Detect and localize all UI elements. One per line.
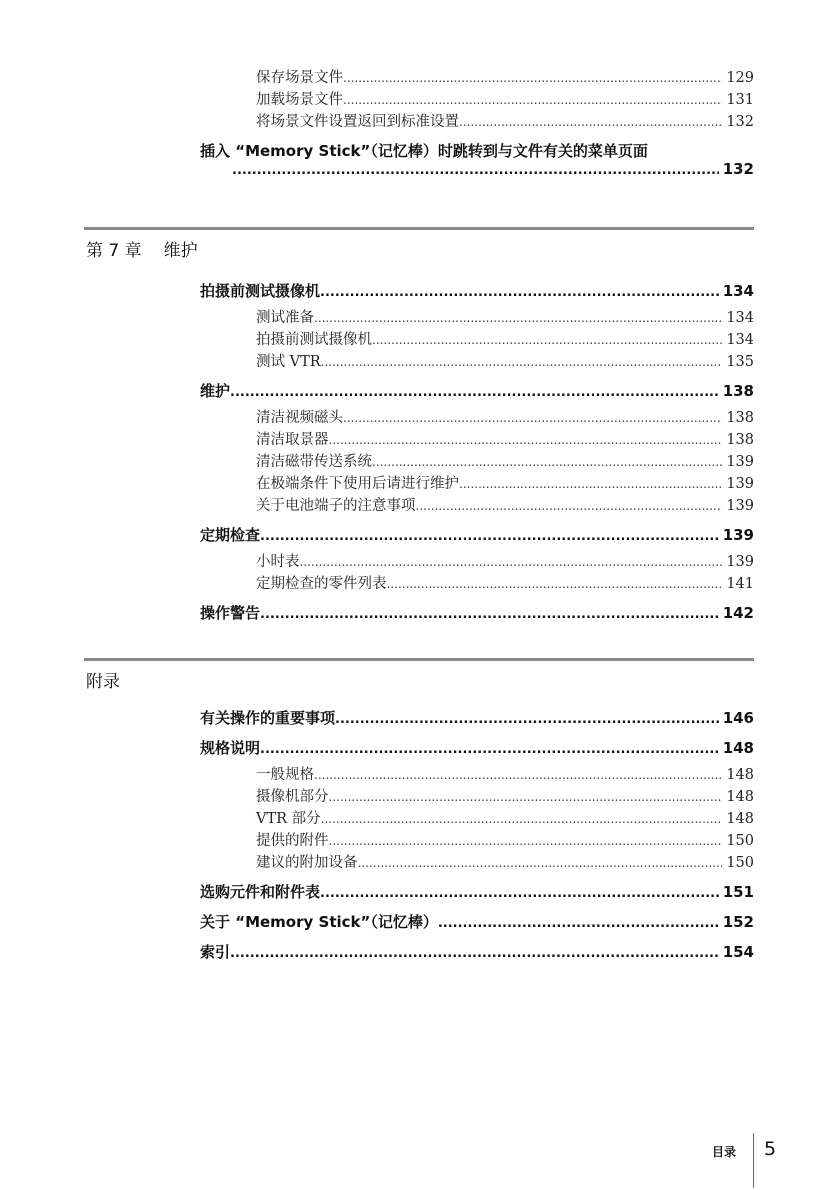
toc-entry[interactable] (232, 160, 754, 178)
leader-dots (329, 790, 723, 804)
leader-dots (260, 742, 719, 757)
entry-label: 保存场景文件 (256, 70, 343, 86)
entry-page: 148 (726, 767, 754, 783)
entry-page: 129 (726, 70, 754, 86)
entry-label: 规格说明 (200, 739, 261, 757)
leader-dots (232, 163, 719, 178)
entry-label: 加载场景文件 (256, 92, 343, 108)
entry-page: 139 (726, 554, 754, 570)
entry-page: 151 (722, 883, 754, 901)
entry-label: 小时表 (256, 554, 300, 570)
entry-page: 139 (722, 526, 754, 544)
entry-page: 141 (726, 576, 754, 592)
entry-page: 138 (722, 382, 754, 400)
entry-label: 选购元件和附件表 (200, 883, 321, 901)
entry-label: 关于电池端子的注意事项 (256, 498, 416, 514)
toc-subentry[interactable] (256, 110, 754, 131)
entry-label: 提供的附件 (256, 833, 329, 849)
entry-label: 维护 (200, 382, 231, 400)
chapter-divider (84, 227, 754, 230)
entry-page: 154 (722, 943, 754, 961)
entry-label: 在极端条件下使用后请进行维护 (256, 476, 459, 492)
leader-dots (372, 455, 722, 469)
toc-subentry[interactable] (256, 350, 754, 371)
leader-dots (321, 812, 723, 826)
toc-subentry[interactable] (256, 550, 754, 571)
entry-label: 摄像机部分 (256, 789, 329, 805)
leader-dots (230, 946, 719, 961)
entry-page: 138 (726, 432, 754, 448)
toc-subentry[interactable] (256, 472, 754, 493)
chapter-heading (86, 236, 198, 261)
entry-label: 索引 (200, 943, 231, 961)
entry-label: 有关操作的重要事项 (200, 709, 336, 727)
toc-subentry[interactable] (256, 851, 754, 872)
toc-entry[interactable] (200, 280, 754, 301)
leader-dots (320, 886, 719, 901)
toc-subentry[interactable] (256, 572, 754, 593)
entry-label: 测试准备 (256, 310, 314, 326)
toc-entry[interactable] (200, 941, 754, 962)
leader-dots (260, 607, 719, 622)
page-number: 5 (764, 1138, 777, 1160)
entry-page: 152 (722, 913, 754, 931)
leader-dots (230, 385, 719, 400)
entry-label: VTR 部分 (256, 811, 321, 827)
entry-label: 定期检查 (200, 526, 261, 544)
leader-dots (459, 115, 722, 129)
entry-label: 清洁磁带传送系统 (256, 454, 372, 470)
entry-page: 150 (726, 833, 754, 849)
toc-subentry[interactable] (256, 450, 754, 471)
entry-page: 148 (726, 811, 754, 827)
entry-page: 150 (726, 855, 754, 871)
chapter-number: 第 7 章 (86, 241, 142, 261)
leader-dots (343, 71, 722, 85)
entry-label: 清洁取景器 (256, 432, 329, 448)
toc-subentry[interactable] (256, 829, 754, 850)
toc-entry[interactable] (200, 881, 754, 902)
leader-dots (372, 333, 722, 347)
leader-dots (329, 433, 723, 447)
leader-dots (343, 93, 722, 107)
entry-label: 建议的附加设备 (256, 855, 358, 871)
footer-section-label: 目录 (712, 1145, 737, 1159)
entry-page: 139 (726, 454, 754, 470)
entry-page: 138 (726, 410, 754, 426)
toc-subentry[interactable] (256, 306, 754, 327)
entry-label: 定期检查的零件列表 (256, 576, 387, 592)
entry-label: 拍摄前测试摄像机 (256, 332, 372, 348)
leader-dots (358, 856, 723, 870)
leader-dots (438, 916, 719, 931)
chapter-divider (84, 658, 754, 661)
entry-label: 一般规格 (256, 767, 314, 783)
entry-page: 139 (726, 498, 754, 514)
entry-page: 134 (726, 310, 754, 326)
chapter-name: 附录 (86, 672, 120, 692)
entry-page: 142 (722, 604, 754, 622)
toc-entry[interactable] (200, 911, 754, 932)
toc-entry[interactable] (200, 380, 754, 401)
entry-page: 132 (722, 160, 754, 178)
entry-label: 清洁视频磁头 (256, 410, 343, 426)
leader-dots (320, 285, 719, 300)
leader-dots (343, 411, 722, 425)
entry-label: 关于 “Memory Stick”（记忆棒） (200, 913, 438, 931)
toc-entry[interactable] (200, 602, 754, 623)
chapter-heading (86, 667, 120, 692)
toc-subentry[interactable] (256, 494, 754, 515)
leader-dots (300, 555, 723, 569)
entry-label: 将场景文件设置返回到标准设置 (256, 114, 459, 130)
toc-subentry[interactable] (256, 406, 754, 427)
toc-entry[interactable] (200, 524, 754, 545)
leader-dots (335, 712, 719, 727)
toc-subentry[interactable] (256, 428, 754, 449)
leader-dots (314, 768, 722, 782)
leader-dots (260, 529, 719, 544)
toc-entry[interactable] (200, 707, 754, 728)
entry-page: 134 (722, 282, 754, 300)
entry-label: 拍摄前测试摄像机 (200, 282, 321, 300)
entry-label: 测试 VTR (256, 354, 321, 370)
leader-dots (321, 355, 723, 369)
toc-entry[interactable] (200, 737, 754, 758)
leader-dots (387, 577, 723, 591)
entry-page: 135 (726, 354, 754, 370)
toc-subentry[interactable] (256, 763, 754, 784)
toc-subentry[interactable] (256, 785, 754, 806)
leader-dots (416, 499, 723, 513)
entry-page: 134 (726, 332, 754, 348)
entry-page: 146 (722, 709, 754, 727)
leader-dots (329, 834, 723, 848)
entry-page: 132 (726, 114, 754, 130)
entry-label: 操作警告 (200, 604, 261, 622)
toc-subentry[interactable] (256, 807, 754, 828)
leader-dots (314, 311, 722, 325)
entry-page: 148 (722, 739, 754, 757)
toc-subentry[interactable] (256, 328, 754, 349)
footer-divider (753, 1133, 754, 1188)
entry-page: 131 (726, 92, 754, 108)
leader-dots (459, 477, 722, 491)
toc-subentry[interactable] (256, 66, 754, 87)
chapter-name: 维护 (163, 241, 198, 261)
toc-entry-title[interactable]: 插入 “Memory Stick”（记忆棒）时跳转到与文件有关的菜单页面 (200, 142, 648, 160)
entry-page: 148 (726, 789, 754, 805)
toc-subentry[interactable] (256, 88, 754, 109)
entry-page: 139 (726, 476, 754, 492)
